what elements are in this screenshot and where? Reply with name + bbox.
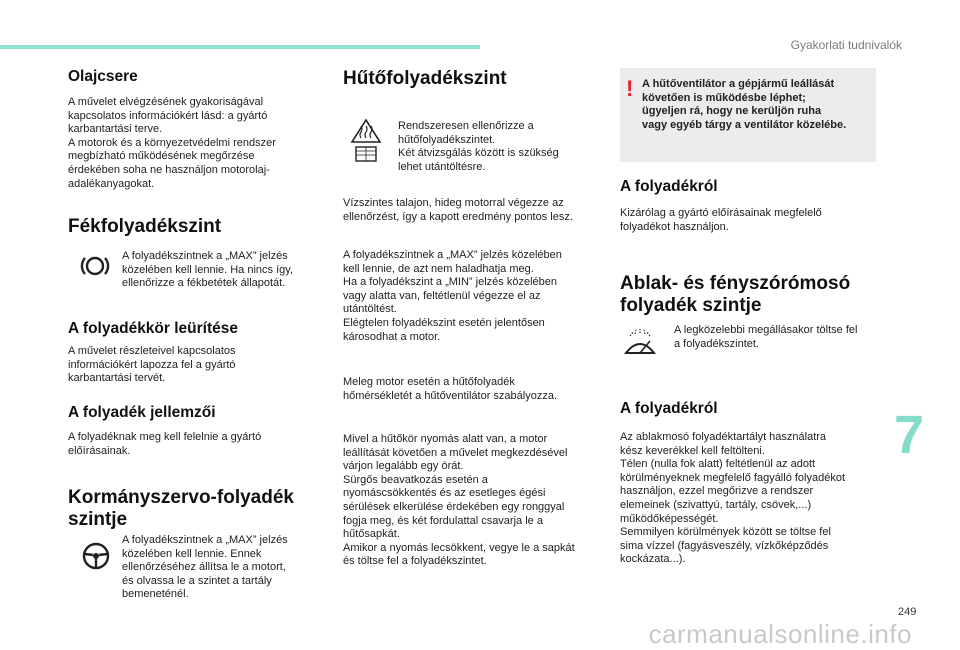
coolant-p2: A folyadékszintnek a „MAX” jelzés közelében kell lennie, de azt nem haladhatja meg. Ha a folyadékszint a „MIN” jelzés közelében vagy alatta van, feltétlenül végezze el az utántöltést. Elégtelen folyadékszint esetén jelentősen károsodhat a motor. [343,249,562,343]
brake-warning-icon [80,254,110,283]
section-title-power-steering [68,487,294,531]
watermark: carmanualsonline.info [648,619,912,649]
coolant-check-text: Rendszeresen ellenőrizze a hűtőfolyadékszintet. Két átvizsgálás között is szükség lehet utántöltésre. [398,120,559,173]
washer-text: A legközelebbi megállásakor töltse fel a folyadékszintet. [674,324,858,350]
washer-title-line1: Ablak- és fényszórómosó [620,273,851,294]
section-title-brake-fluid: Fékfolyadékszint [68,216,222,237]
steering-wheel-icon [82,542,110,575]
section-title-about-fluid-1: A folyadékról [620,178,718,195]
washer-title-line2: folyadék szintje [620,295,762,316]
header-accent-bar [0,45,480,49]
about-fluid-1-text: Kizárólag a gyártó előírásainak megfelelő folyadékot használjon. [620,207,822,233]
coolant-p3: Meleg motor esetén a hűtőfolyadék hőmérsékletét a hűtőventilátor szabályozza. [343,376,558,402]
brake-fluid-text: A folyadékszintnek a „MAX” jelzés közelében kell lennie. Ha nincs így, ellenőrizze a fékbetétek állapotát. [122,250,294,290]
fluid-properties-text: A folyadéknak meg kell felelnie a gyártó előírásainak. [68,431,262,457]
washer-fluid-icon [622,327,658,362]
power-steering-title-line1: Kormányszervo-folyadék [68,487,294,508]
section-title-washer [620,273,850,317]
coolant-p1: Vízszintes talajon, hideg motorral végezze az ellenőrzést, így a kapott eredmény pontos lesz. [343,197,573,223]
section-title-draining: A folyadékkör leürítése [68,320,238,337]
section-title-coolant: Hűtőfolyadékszint [343,68,507,89]
draining-text: A művelet részleteivel kapcsolatos információkért lapozza fel a gyártó karbantartási tervét. [68,345,236,385]
section-title-oil-change: Olajcsere [68,68,138,85]
about-fluid-2-text: Az ablakmosó folyadéktartályt használatra kész keverékkel kell feltölteni. Télen (nulla fok alatt) feltétlenül az adott körülményeknek megfelelő fagyálló folyadékot használjon, ezzel megőrizve a rendszer elemeinek (szivattyú, tartály, csövek,...) működőképességét. Semmilyen körülmények között se töltse fel sima vízzel (fagyásveszély, vízkőképződés kockázata...). [620,431,846,566]
power-steering-text: A folyadékszintnek a „MAX” jelzés közelében kell lennie. Ennek ellenőrzéséhez állítsa le a motort, és olvassa le a szintet a tartály bemeneténél. [122,534,288,601]
warning-text: A hűtőventilátor a gépjármű leállását követően is működésbe léphet; ügyeljen rá, hogy ne kerüljön ruha vagy egyéb tárgy a ventilátor közelébe. [642,78,847,131]
warning-mark: ! [626,76,634,101]
page-number: 249 [898,606,917,618]
oil-change-text: A művelet elvégzésének gyakoriságával kapcsolatos információkért lásd: a gyártó karbantartási terve. A motorok és a környezetvédelmi rendszer megbízható működésének megőrzése érdekében soha ne használjon motorolaj- adalékanyagokat. [68,96,276,190]
section-title-fluid-properties: A folyadék jellemzői [68,404,216,421]
coolant-p4: Mivel a hűtőkör nyomás alatt van, a motor leállítását követően a művelet megkezdésével várjon legalább egy órát. Sürgős beavatkozás esetén a nyomáscsökkentés és az esetleges égési sérülések elkerülése érdekében egy ronggyal fogja meg, és két fordulattal csavarja le a hűtősapkát. Amikor a nyomás lecsökkent, vegye le a sapkát és töltse fel a folyadékszintet. [343,433,575,568]
power-steering-title-line2: szintje [68,509,128,530]
chapter-number: 7 [894,405,925,465]
section-title-about-fluid-2: A folyadékról [620,400,718,417]
hot-coolant-warning-icon [350,118,382,169]
chapter-title: Gyakorlati tudnivalók [790,38,902,52]
